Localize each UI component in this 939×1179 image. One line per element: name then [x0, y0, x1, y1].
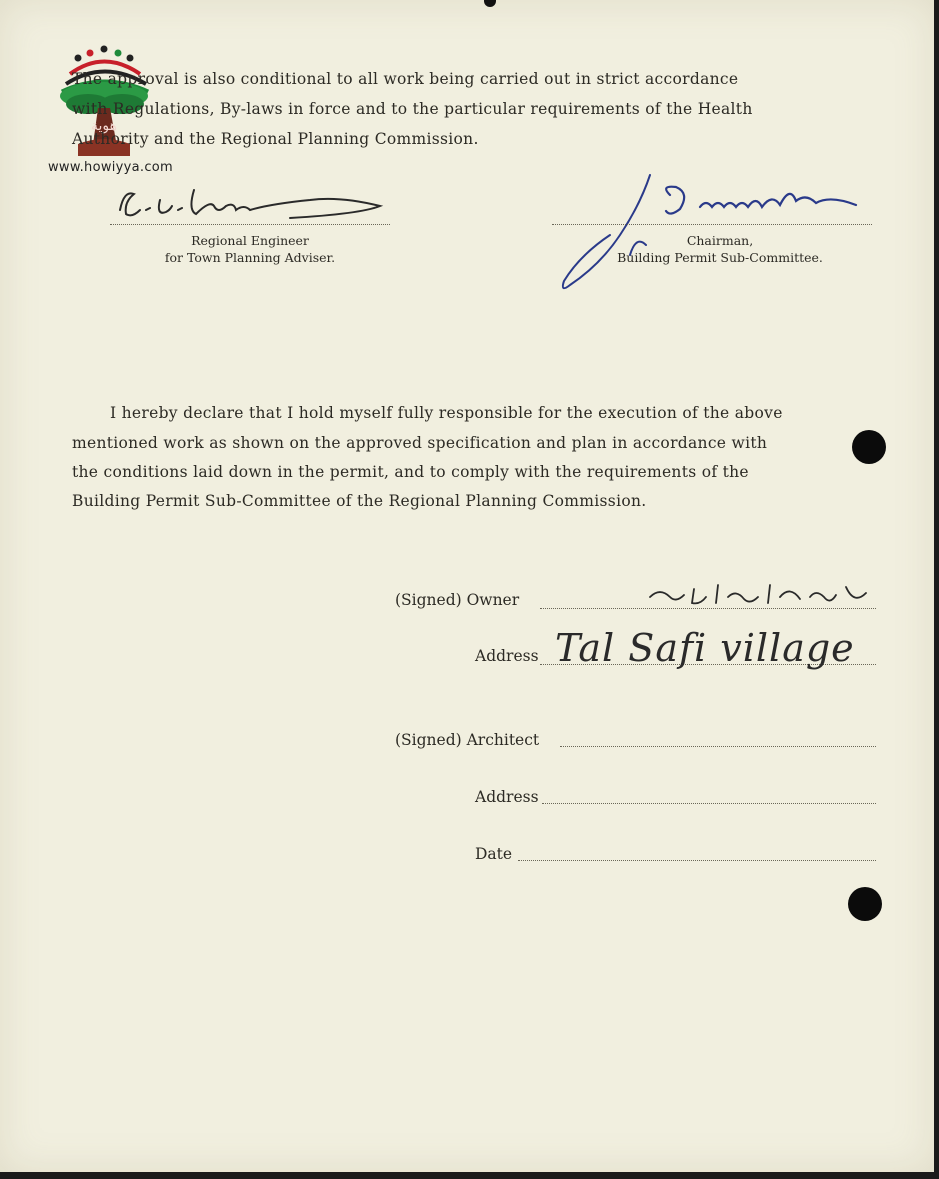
- signed-architect-label: (Signed) Architect: [395, 731, 540, 749]
- declaration-line-2: mentioned work as shown on the approved specification and plan in accordance with: [72, 434, 768, 452]
- architect-address-label: Address: [475, 788, 539, 806]
- right-signatory-title: [560, 232, 880, 266]
- scan-mark: [484, 0, 496, 7]
- right-signatory-line-2: Building Permit Sub-Committee.: [617, 250, 823, 265]
- declaration-line-3: the conditions laid down in the permit, and to comply with the requirements of the: [72, 463, 749, 481]
- approval-line-1: The approval is also conditional to all work being carried out in strict accordance: [72, 70, 739, 88]
- right-signatory-line-1: Chairman,: [686, 233, 754, 248]
- punch-hole-bottom: [848, 887, 882, 921]
- architect-address-line: [542, 803, 876, 804]
- website-url: www.howiyya.com: [48, 160, 174, 175]
- declaration-line-4: Building Permit Sub-Committee of the Regional Planning Commission.: [72, 492, 647, 510]
- chairman-signature: [550, 165, 870, 295]
- owner-address-label: Address: [475, 647, 539, 665]
- right-signature-line: [552, 224, 872, 225]
- left-signatory-line-2: for Town Planning Adviser.: [164, 250, 336, 265]
- left-signatory-line-1: Regional Engineer: [191, 233, 309, 248]
- signed-owner-label: (Signed) Owner: [395, 591, 520, 609]
- approval-line-2: with Regulations, By-laws in force and to the particular requirements of the Health: [72, 100, 753, 118]
- left-signature-line: [110, 224, 390, 225]
- owner-arabic-signature: [640, 575, 880, 615]
- regional-engineer-signature: [110, 180, 400, 230]
- punch-hole-top: [852, 430, 886, 464]
- date-label: Date: [475, 845, 513, 863]
- svg-text:هوية: هوية: [90, 118, 118, 134]
- architect-signature-line: [560, 746, 876, 747]
- approval-line-3: Authority and the Regional Planning Commission.: [72, 130, 479, 148]
- owner-address-handwritten: Tal Safi village: [555, 626, 855, 670]
- left-signatory-title: [110, 232, 390, 266]
- declaration-line-1: I hereby declare that I hold myself fully responsible for the execution of the above: [110, 404, 783, 422]
- date-line: [518, 860, 876, 861]
